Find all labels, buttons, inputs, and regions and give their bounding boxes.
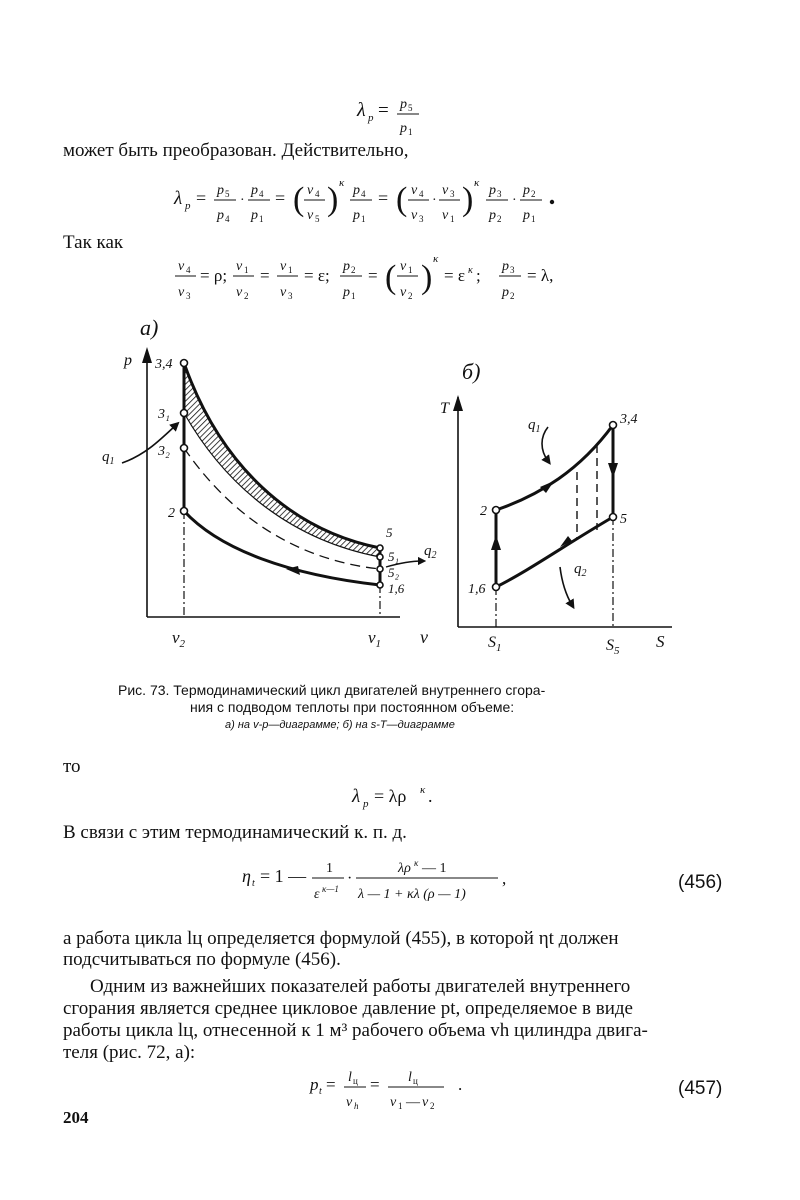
svg-text:v: v	[236, 259, 243, 274]
svg-text:t: t	[319, 1086, 322, 1097]
svg-text:λ — 1 + κλ (ρ — 1): λ — 1 + κλ (ρ — 1)	[358, 887, 466, 902]
svg-text:p: p	[343, 285, 350, 300]
svg-text:κ: κ	[414, 858, 419, 868]
svg-text:=: =	[378, 188, 389, 208]
svg-text:2: 2	[510, 291, 515, 301]
point-1-6	[377, 582, 383, 588]
svg-text:·: ·	[347, 870, 353, 887]
label-5-1: 5₁	[388, 549, 400, 564]
svg-text:1: 1	[408, 265, 413, 275]
svg-text:3: 3	[186, 291, 191, 301]
figure-panel-a-svg	[100, 305, 440, 655]
text-tak-kak: Так как	[63, 232, 124, 253]
svg-text:1: 1	[244, 265, 249, 275]
svg-text:2: 2	[430, 1101, 435, 1111]
svg-text:p: p	[489, 208, 496, 223]
svg-text:.: .	[428, 786, 433, 806]
point-2	[181, 508, 188, 515]
tick-s1: $S_1$	[488, 634, 502, 654]
svg-text:v: v	[236, 285, 243, 300]
equation-lambda-p-transform-svg	[172, 172, 612, 230]
svg-text:(: (	[385, 259, 397, 296]
svg-text:λρ: λρ	[398, 861, 411, 876]
svg-text:p: p	[523, 183, 530, 198]
text-transform-intro: может быть преобразован. Действительно,	[63, 140, 409, 161]
svg-text:=: =	[196, 188, 207, 208]
tick-s5: $S_5$	[606, 637, 620, 655]
equation-457-number: (457)	[678, 1078, 723, 1099]
svg-text:=: =	[368, 266, 378, 285]
svg-text:·: ·	[240, 193, 245, 208]
svg-text:2: 2	[408, 291, 413, 301]
svg-text:): )	[462, 181, 474, 218]
para-pressure-line4: теля (рис. 72, a):	[63, 1042, 196, 1063]
svg-text:v: v	[390, 1095, 397, 1110]
para-work-line2: подсчитываться по формуле (456).	[63, 949, 341, 970]
svg-text:— 1: — 1	[422, 861, 447, 876]
svg-text:4: 4	[419, 189, 424, 199]
svg-text:=: =	[275, 188, 286, 208]
svg-text:v: v	[307, 208, 314, 223]
panel-b-label: б)	[462, 359, 481, 384]
svg-text:·: ·	[512, 193, 517, 208]
para-pressure-line3: работы цикла lц, отнесенной к 1 м³ рабочего объема vh цилиндра двига-	[63, 1020, 648, 1041]
svg-text:5: 5	[225, 189, 230, 199]
svg-text:=: =	[260, 266, 270, 285]
pointb-3-4	[610, 422, 617, 429]
svg-text:(: (	[396, 181, 408, 218]
label-3-1: 3₁	[158, 407, 170, 422]
svg-text:v: v	[400, 285, 407, 300]
panel-a-label: а)	[140, 315, 159, 340]
svg-text:p: p	[217, 208, 224, 223]
label-1-6: 1,6	[388, 581, 405, 596]
tick-v2: $v_2$	[172, 628, 186, 650]
svg-text:η: η	[242, 866, 251, 886]
panel-a-x-label: v	[420, 627, 428, 647]
svg-text:2: 2	[351, 265, 356, 275]
labelb-2: 2	[480, 504, 487, 519]
svg-text:5: 5	[408, 103, 413, 113]
equation-456-number: (456)	[678, 872, 723, 893]
svg-text:ε: ε	[314, 887, 320, 902]
point-5	[377, 545, 383, 551]
svg-text:v: v	[411, 183, 418, 198]
svg-text:2: 2	[531, 189, 536, 199]
svg-text:1: 1	[450, 214, 455, 224]
equation-lambda-p-transform	[172, 172, 612, 235]
label-q2-b: $q_2$	[574, 561, 587, 579]
svg-text:.: .	[458, 1075, 463, 1094]
svg-text:1: 1	[259, 214, 264, 224]
point-3-4	[181, 360, 188, 367]
pointb-1-6	[493, 584, 500, 591]
svg-text:= ρ;: = ρ;	[200, 266, 228, 285]
panel-b-y-label: T	[440, 400, 449, 417]
svg-text:p: p	[310, 1075, 319, 1094]
panel-a-y-label: p	[124, 352, 132, 369]
svg-text:κ: κ	[339, 177, 345, 189]
svg-text:4: 4	[186, 265, 191, 275]
svg-text:1: 1	[398, 1101, 403, 1111]
svg-text:l: l	[348, 1070, 352, 1085]
svg-text:p: p	[185, 200, 191, 212]
page-number: 204	[63, 1108, 89, 1127]
figure-panel-b-svg	[440, 345, 690, 655]
svg-text:v: v	[280, 285, 287, 300]
svg-text:—: —	[406, 1095, 420, 1110]
label-q1-b: $q_1$	[528, 417, 541, 435]
figure-caption-line2: ния с подводом теплоты при постоянном объеме:	[190, 699, 515, 715]
tick-v1: $v_1$	[368, 628, 382, 650]
svg-text:=: =	[378, 100, 389, 121]
svg-text:·: ·	[432, 193, 437, 208]
para-pressure-line2: сгорания является среднее цикловое давление pt, определяемое в виде	[63, 998, 633, 1019]
svg-text:1: 1	[288, 265, 293, 275]
equation-456	[240, 850, 560, 911]
svg-text:ц: ц	[413, 1076, 418, 1086]
text-to: то	[63, 756, 81, 777]
text-efficiency: В связи с этим термодинамический к. п. д.	[63, 822, 407, 843]
svg-text:κ: κ	[420, 784, 426, 796]
panel-b-x-label: S	[656, 632, 665, 651]
equation-457-svg	[308, 1062, 498, 1112]
pointb-2	[493, 507, 500, 514]
panel-a-hatched-area	[184, 363, 380, 557]
svg-text:): )	[421, 259, 433, 296]
label-3-2: 3₂	[158, 444, 170, 459]
svg-text:4: 4	[315, 189, 320, 199]
figure-caption-line3: а) на v-p—диаграмме; б) на s-T—диаграмме	[225, 719, 455, 731]
pointb-5	[610, 514, 617, 521]
svg-text:5: 5	[315, 214, 320, 224]
equation-ratios-svg	[172, 246, 632, 310]
figure-caption-line1: Рис. 73. Термодинамический цикл двигателей внутреннего сгора-	[118, 682, 546, 698]
svg-text:κ: κ	[474, 177, 480, 189]
svg-text:4: 4	[225, 214, 230, 224]
svg-text:λ: λ	[357, 99, 366, 121]
svg-text:,: ,	[502, 869, 507, 888]
svg-text:2: 2	[497, 214, 502, 224]
equation-457	[308, 1062, 498, 1117]
label-5: 5	[386, 525, 393, 540]
labelb-5: 5	[620, 512, 627, 527]
label-5-2: 5₂	[388, 565, 400, 580]
svg-text:1: 1	[326, 861, 333, 876]
svg-text:λ: λ	[174, 188, 183, 209]
svg-text:v: v	[307, 183, 314, 198]
label-q1-a: $q_1$	[102, 449, 115, 467]
svg-text:p: p	[251, 183, 258, 198]
svg-text:v: v	[442, 208, 449, 223]
svg-text:p: p	[502, 285, 509, 300]
svg-text:κ: κ	[433, 253, 439, 265]
svg-text:= λ,: = λ,	[527, 266, 554, 285]
label-3-4: 3,4	[155, 357, 173, 372]
svg-text:= ε: = ε	[444, 266, 465, 285]
svg-text:3: 3	[288, 291, 293, 301]
svg-text:1: 1	[351, 291, 356, 301]
svg-text:v: v	[422, 1095, 429, 1110]
equation-lambda-p-result-svg	[350, 778, 470, 812]
svg-text:1: 1	[408, 127, 413, 136]
svg-text:v: v	[346, 1095, 353, 1110]
svg-text:= λρ: = λρ	[374, 786, 407, 806]
svg-text:ц: ц	[353, 1076, 358, 1086]
svg-text:κ: κ	[468, 265, 473, 276]
svg-text:p: p	[502, 259, 509, 274]
point-3-2	[181, 445, 188, 452]
para-work-line1: а работа цикла lц определяется формулой (455), в которой ηt должен	[63, 928, 619, 949]
svg-text:p: p	[251, 208, 258, 223]
svg-text:(: (	[293, 181, 305, 218]
svg-text:p: p	[400, 121, 407, 136]
svg-text:=: =	[370, 1075, 380, 1094]
svg-text:λ: λ	[352, 786, 361, 807]
label-2: 2	[168, 506, 175, 521]
svg-text:4: 4	[259, 189, 264, 199]
equation-lambda-p-top-svg	[355, 88, 445, 136]
svg-text:t: t	[252, 878, 255, 889]
equation-lambda-p-result	[350, 778, 470, 817]
svg-text:l: l	[408, 1070, 412, 1085]
labelb-1-6: 1,6	[468, 582, 486, 597]
svg-text:): )	[327, 181, 339, 218]
label-q2-a: $q_2$	[424, 543, 437, 561]
svg-text:p: p	[217, 183, 224, 198]
equation-456-svg	[240, 850, 560, 906]
point-5-2	[377, 566, 383, 572]
svg-text:p: p	[363, 798, 369, 810]
svg-text:3: 3	[450, 189, 455, 199]
para-pressure-line1: Одним из важнейших показателей работы двигателей внутреннего	[90, 976, 631, 997]
equation-lambda-p-top	[355, 88, 445, 141]
svg-text:v: v	[411, 208, 418, 223]
svg-text:v: v	[280, 259, 287, 274]
svg-text:=: =	[326, 1075, 336, 1094]
svg-text:κ—1: κ—1	[322, 884, 339, 894]
svg-text:v: v	[442, 183, 449, 198]
svg-text:p: p	[353, 208, 360, 223]
svg-text:2: 2	[244, 291, 249, 301]
svg-text:p: p	[523, 208, 530, 223]
svg-text:h: h	[354, 1101, 359, 1111]
svg-text:= 1 —: = 1 —	[260, 866, 307, 886]
svg-text:p: p	[489, 183, 496, 198]
panel-a-y-arrow	[142, 347, 152, 363]
svg-text:v: v	[178, 285, 185, 300]
svg-text:p: p	[343, 259, 350, 274]
svg-text:p: p	[353, 183, 360, 198]
svg-text:3: 3	[419, 214, 424, 224]
svg-text:p: p	[400, 97, 407, 112]
svg-text:= ε;: = ε;	[304, 266, 330, 285]
labelb-3-4: 3,4	[620, 412, 638, 427]
svg-text:4: 4	[361, 189, 366, 199]
svg-text:3: 3	[497, 189, 502, 199]
svg-text:;: ;	[476, 266, 481, 285]
svg-text:v: v	[178, 259, 185, 274]
point-5-1	[377, 554, 383, 560]
point-3-1	[181, 410, 188, 417]
figure-panel-b	[440, 345, 690, 660]
svg-text:1: 1	[531, 214, 536, 224]
svg-text:v: v	[400, 259, 407, 274]
svg-text:3: 3	[510, 265, 515, 275]
svg-text:1: 1	[361, 214, 366, 224]
figure-panel-a	[100, 305, 440, 660]
svg-text:p: p	[368, 112, 374, 124]
